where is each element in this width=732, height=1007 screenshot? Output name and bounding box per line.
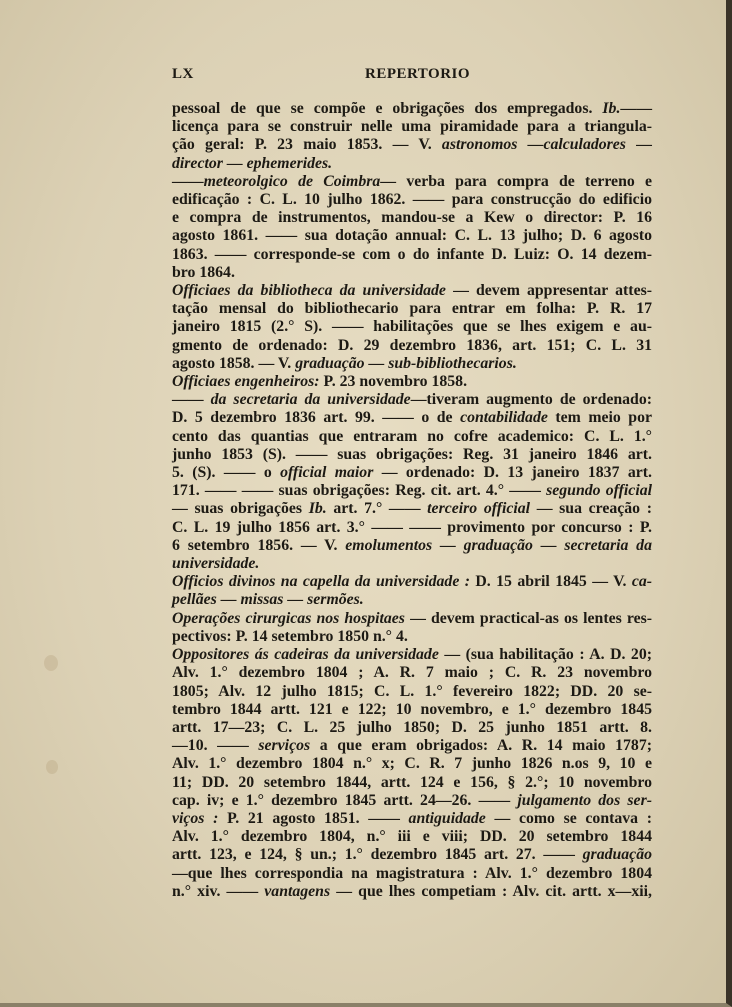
text-line — [172, 519, 652, 537]
text-run: —tiveram augmento de ordenado: — [410, 391, 652, 409]
italic-term: universidade. — [172, 555, 260, 573]
text-run: Alv. 1.° dezembro 1804, n.° iii e viii; DD. 20 setembro 1844 — [172, 828, 652, 846]
text-run: a que eram obrigados: A. R. 14 maio 1787; — [310, 737, 652, 755]
italic-term: director — ephemerides. — [172, 154, 333, 172]
text-run: D. 5 dezembro 1836 art. 99. —— o de — [172, 409, 461, 427]
italic-term: antiguidade — [408, 809, 486, 827]
text-run: tem meio por — [547, 409, 653, 427]
text-line — [172, 591, 652, 609]
text-run: n.° xiv. —— — [172, 882, 265, 900]
text-line — [172, 318, 652, 336]
text-run: agosto 1858. — V. — [172, 354, 296, 372]
text-run: — ordenado: D. 13 janeiro 1837 art. — [373, 464, 652, 482]
text-run: pectivos: P. 14 setembro 1850 n.° 4. — [172, 627, 408, 645]
text-line — [172, 646, 652, 664]
text-line — [172, 355, 652, 373]
italic-term: official maior — [280, 464, 374, 482]
text-line — [172, 209, 652, 227]
text-run: e compra de instrumentos, mandou-se a Kew o director: P. 16 — [172, 209, 652, 227]
text-line — [172, 191, 652, 209]
text-run: —10. —— — [172, 737, 259, 755]
text-run: agosto 1861. —— sua dotação annual: C. L. 13 julho; D. 6 agosto — [172, 227, 652, 245]
page-number: LX — [172, 66, 194, 82]
text-run: 5. (S). —— o — [172, 464, 281, 482]
paper-stain — [46, 760, 58, 774]
text-run: Alv. 1.° dezembro 1804 n.° x; C. R. 7 junho 1826 n.os 9, 10 e — [172, 755, 652, 773]
text-line — [172, 118, 652, 136]
italic-term: Officiaes engenheiros: — [172, 373, 320, 391]
text-run: — verba para compra de terreno e — [380, 172, 653, 190]
text-line — [172, 446, 652, 464]
text-run: D. 15 abril 1845 — V. — [470, 573, 632, 591]
text-run: cap. iv; e 1.° dezembro 1845 artt. 24—26. —— — [172, 791, 518, 809]
text-line — [172, 683, 652, 701]
text-line — [172, 610, 652, 628]
text-line — [172, 628, 652, 646]
italic-term: vantagens — [264, 882, 331, 900]
text-run: 6 setembro 1856. — V. — [172, 536, 346, 554]
text-run: gmento de ordenado: D. 29 dezembro 1836, art. 151; C. L. 31 — [172, 336, 652, 354]
text-line — [172, 300, 652, 318]
text-line — [172, 264, 652, 282]
text-run: Alv. 1.° dezembro 1804 ; A. R. 7 maio ; C. R. 23 novembro — [172, 664, 652, 682]
text-run: artt. 17—23; C. L. 25 julho 1850; D. 25 junho 1851 artt. 8. — [172, 718, 652, 736]
text-run: ção geral: P. 23 maio 1853. — V. — [172, 136, 442, 154]
text-run: — suas obrigações — [172, 500, 309, 518]
text-run: junho 1853 (S). —— suas obrigações: Reg. 31 janeiro 1846 art. — [172, 445, 652, 463]
italic-term: Officios divinos na capella da universidade : — [172, 573, 470, 591]
text-run: 1805; Alv. 12 julho 1815; C. L. 1.° fevereiro 1822; DD. 20 se- — [172, 682, 652, 700]
text-run: —que lhes correspondia na magistratura : Alv. 1.° dezembro 1804 — [172, 864, 652, 882]
text-line — [172, 774, 652, 792]
italic-term: da secretaria da universidade — [203, 391, 411, 409]
text-run: 171. —— —— suas obrigações: Reg. cit. art. 4.° —— — [172, 482, 547, 500]
text-line — [172, 701, 652, 719]
italic-term: graduação — sub-bibliothecarios. — [295, 354, 517, 372]
text-line — [172, 482, 652, 500]
text-line — [172, 155, 652, 173]
text-line — [172, 391, 652, 409]
text-line — [172, 573, 652, 591]
italic-term: Operações cirurgicas nos hospitaes — [172, 609, 405, 627]
italic-term: meteorolgico de Coimbra — [203, 172, 381, 190]
italic-term: Oppositores ás cadeiras da universidade — [172, 646, 439, 664]
italic-term: serviços — [258, 737, 311, 755]
running-head: REPERTORIO — [365, 66, 471, 82]
text-run: — que lhes competiam : Alv. cit. artt. x—xii, — [330, 882, 652, 900]
text-line — [172, 246, 652, 264]
text-run: —— — [172, 172, 204, 190]
text-run: — (sua habilitação : A. D. 20; — [438, 646, 652, 664]
text-run: artt. 123, e 124, § un.; 1.° dezembro 1845 art. 27. —— — [172, 846, 583, 864]
text-line — [172, 373, 652, 391]
text-line — [172, 500, 652, 518]
italic-term: julgamento dos ser- — [517, 791, 652, 809]
text-line — [172, 810, 652, 828]
text-line — [172, 173, 652, 191]
paper-stain — [44, 655, 58, 671]
text-line — [172, 409, 652, 427]
text-line — [172, 555, 652, 573]
text-run: — devem appresentar attes- — [445, 282, 652, 300]
text-body — [172, 100, 652, 901]
italic-term: Ib. — [602, 100, 621, 117]
text-line — [172, 428, 652, 446]
text-run: C. L. 19 julho 1856 art. 3.° —— —— provimento por concurso : P. — [172, 518, 652, 536]
text-run: pessoal de que se compõe e obrigações dos empregados. — [172, 100, 603, 117]
text-line — [172, 883, 652, 901]
text-run: art. 7.° —— — [326, 500, 428, 518]
text-run: 11; DD. 20 setembro 1844, artt. 124 e 156, § 2.°; 10 novembro — [172, 773, 652, 791]
text-line — [172, 537, 652, 555]
text-line — [172, 846, 652, 864]
text-run: — sua creação : — [530, 500, 652, 518]
text-line — [172, 719, 652, 737]
text-run: licença para se construir nelle uma piramidade para a triangula- — [172, 118, 652, 136]
text-run: — como se contava : — [485, 809, 653, 827]
text-line — [172, 664, 652, 682]
italic-term: segundo official — [546, 482, 652, 500]
italic-term: terceiro official — [427, 500, 531, 518]
text-line — [172, 100, 652, 118]
text-line — [172, 737, 652, 755]
text-run: edificação : C. L. 10 julho 1862. —— para construcção do edificio — [172, 191, 652, 209]
text-line — [172, 337, 652, 355]
text-line — [172, 282, 652, 300]
italic-term: graduação — [582, 846, 652, 864]
text-run: cento das quantias que entraram no cofre academico: C. L. 1.° — [172, 427, 652, 445]
page-header — [172, 66, 652, 86]
italic-term: Ib. — [308, 500, 327, 518]
text-run: tembro 1844 artt. 121 e 122; 10 novembro, e 1.° dezembro 1845 — [172, 700, 652, 718]
italic-term: emolumentos — graduação — secretaria da — [345, 536, 652, 554]
text-run: bro 1864. — [172, 263, 235, 281]
text-line — [172, 227, 652, 245]
text-line — [172, 755, 652, 773]
text-run: — devem practical-as os lentes res- — [404, 609, 652, 627]
text-run: tação mensal do bibliothecario para entrar em folha: P. R. 17 — [172, 300, 652, 318]
text-line — [172, 464, 652, 482]
italic-term: ca- — [631, 573, 652, 591]
text-line — [172, 136, 652, 154]
text-run: janeiro 1815 (2.° S). —— habilitações que se lhes exigem e au- — [172, 318, 652, 336]
text-line — [172, 865, 652, 883]
italic-term: contabilidade — [460, 409, 548, 427]
text-line — [172, 828, 652, 846]
text-run: P. 21 agosto 1851. —— — [218, 809, 409, 827]
text-run: —— — [172, 391, 204, 409]
italic-term: astronomos —calculadores — — [441, 136, 652, 154]
italic-term: Officiaes da bibliotheca da universidade — [172, 282, 446, 300]
text-line — [172, 792, 652, 810]
italic-term: pellães — missas — sermões. — [172, 591, 364, 609]
text-run: —— — [620, 100, 652, 117]
text-run: 1863. —— corresponde-se com o do infante D. Luiz: O. 14 dezem- — [172, 245, 652, 263]
text-run: P. 23 novembro 1858. — [319, 373, 468, 391]
italic-term: viços : — [172, 809, 219, 827]
